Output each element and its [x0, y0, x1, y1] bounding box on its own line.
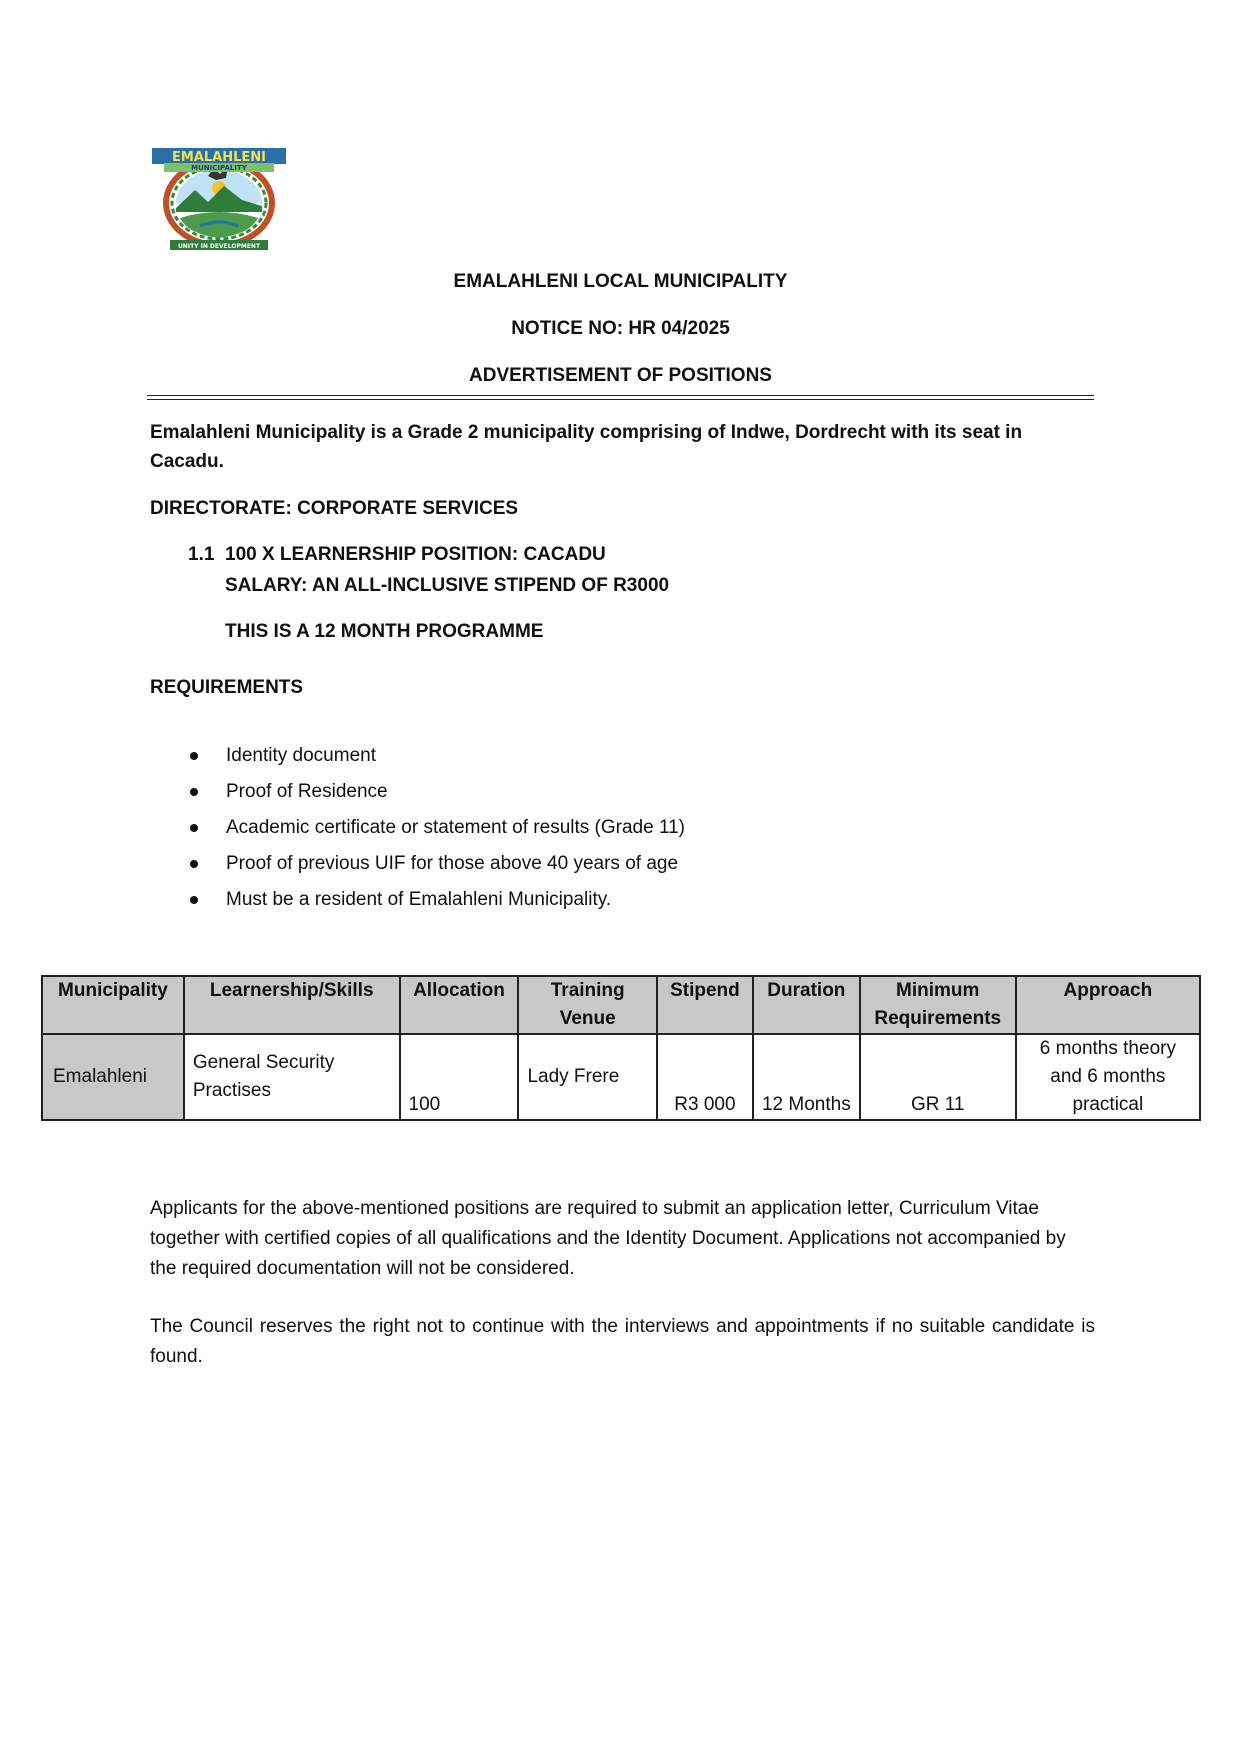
svg-text:MUNICIPALITY: MUNICIPALITY	[191, 164, 247, 172]
list-item: Identity document	[150, 738, 685, 774]
column-header: Approach	[1016, 976, 1200, 1034]
bullet-icon	[190, 788, 198, 796]
intro-paragraph: Emalahleni Municipality is a Grade 2 municipality comprising of Indwe, Dordrecht with its seat in Cacadu.	[150, 422, 1023, 472]
bullet-icon	[190, 896, 198, 904]
municipality-crest-icon	[150, 148, 288, 254]
column-header: Municipality	[42, 976, 184, 1034]
column-header: Minimum Requirements	[860, 976, 1016, 1034]
cell-skills: General Security Practises	[184, 1034, 400, 1120]
notice-number: NOTICE NO: HR 04/2025	[511, 318, 730, 339]
cell-stipend: R3 000	[657, 1034, 753, 1120]
list-item: Proof of previous UIF for those above 40 years of age	[150, 846, 685, 882]
cell-duration: 12 Months	[753, 1034, 860, 1120]
column-header: Duration	[753, 976, 860, 1034]
title-rule-top	[147, 395, 1094, 396]
cell-municipality: Emalahleni	[42, 1034, 184, 1120]
column-header: Stipend	[657, 976, 753, 1034]
bullet-icon	[190, 752, 198, 760]
title-rule-bottom	[147, 399, 1094, 400]
requirements-heading: REQUIREMENTS	[150, 677, 304, 698]
list-item: Must be a resident of Emalahleni Municipality.	[150, 882, 685, 918]
column-header: Allocation	[400, 976, 519, 1034]
position-number: 1.1	[188, 544, 215, 565]
cell-allocation: 100	[400, 1034, 519, 1120]
bullet-icon	[190, 824, 198, 832]
cell-minimum: GR 11	[860, 1034, 1016, 1120]
svg-text:UNITY IN DEVELOPMENT: UNITY IN DEVELOPMENT	[177, 243, 261, 250]
column-header: Training Venue	[518, 976, 657, 1034]
council-disclaimer: The Council reserves the right not to continue with the interviews and appointments if no suitable candidate is found.	[150, 1316, 1095, 1367]
application-instructions: Applicants for the above-mentioned positions are required to submit an application letter, Curriculum Vitae together with certified copies of all qualifications and the Identity Document. Applications not accompanied by the required documentation will not be considered.	[150, 1198, 1066, 1279]
directorate-heading: DIRECTORATE: CORPORATE SERVICES	[150, 498, 519, 519]
cell-approach: 6 months theory and 6 months practical	[1016, 1034, 1200, 1120]
svg-text:EMALAHLENI: EMALAHLENI	[172, 150, 266, 165]
table-row	[42, 1034, 1200, 1120]
org-name: EMALAHLENI LOCAL MUNICIPALITY	[453, 271, 788, 292]
position-title: 100 X LEARNERSHIP POSITION: CACADU	[225, 544, 606, 565]
requirements-list	[150, 738, 685, 918]
programme-duration: THIS IS A 12 MONTH PROGRAMME	[225, 621, 544, 642]
list-item: Academic certificate or statement of results (Grade 11)	[150, 810, 685, 846]
table-header-row	[42, 976, 1200, 1034]
column-header: Learnership/Skills	[184, 976, 400, 1034]
page-title: ADVERTISEMENT OF POSITIONS	[469, 365, 772, 386]
cell-venue: Lady Frere	[518, 1034, 657, 1120]
list-item: Proof of Residence	[150, 774, 685, 810]
positions-table	[41, 975, 1201, 1121]
position-salary: SALARY: AN ALL-INCLUSIVE STIPEND OF R3000	[225, 575, 670, 596]
municipality-logo	[150, 148, 288, 254]
bullet-icon	[190, 860, 198, 868]
